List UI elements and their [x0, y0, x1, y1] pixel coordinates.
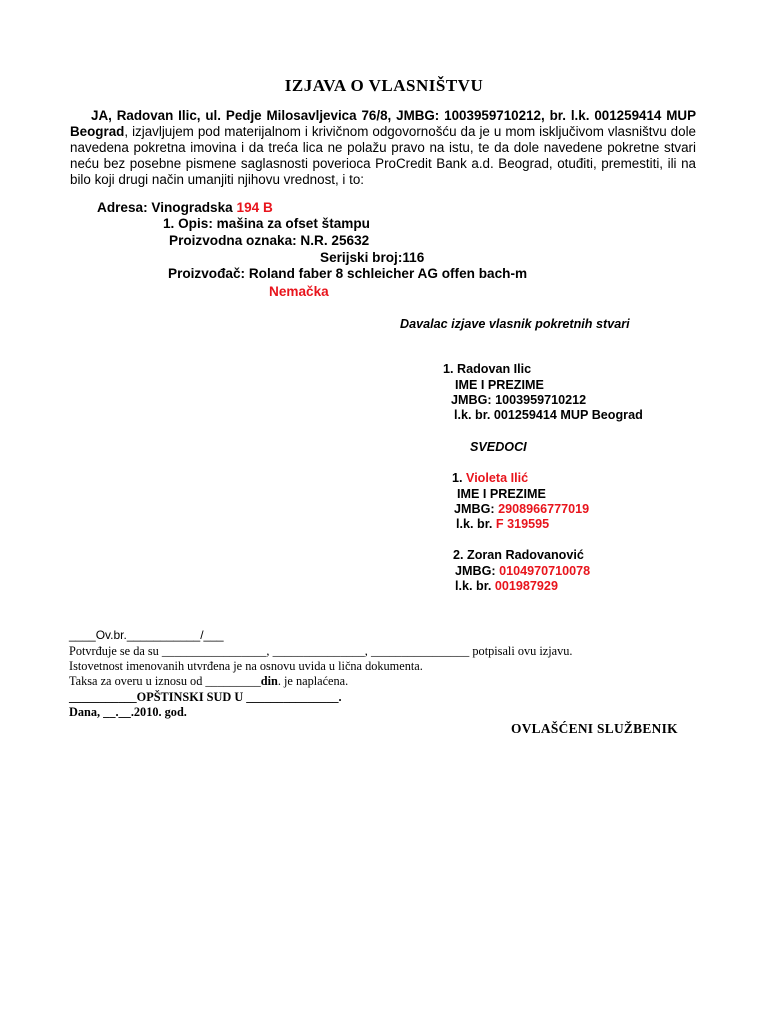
- witness-1-name-caption: IME I PREZIME: [457, 487, 546, 501]
- witness-2-jmbg-label: JMBG:: [455, 564, 500, 578]
- witness-2-id-label: l.k. br.: [455, 579, 495, 593]
- witness-1-id-card: [456, 517, 549, 531]
- certification-date: Dana, __.__.2010. god.: [69, 705, 187, 719]
- property-serial-number: Serijski broj:116: [320, 250, 425, 265]
- address-label: Adresa: Vinogradska: [97, 200, 237, 215]
- witness-2-jmbg-value: 0104970710078: [499, 564, 591, 578]
- certification-identity: Istovetnost imenovanih utvrđena je na osnovu uvida u lična dokumenta.: [69, 659, 423, 673]
- certification-court: ___________OPŠTINSKI SUD U _______________.: [69, 690, 342, 704]
- property-country: Nemačka: [269, 284, 329, 299]
- fee-amount: Taksa za overu u iznosu od _________: [69, 674, 261, 688]
- certification-fee: [69, 674, 348, 689]
- declarant-name-caption: IME I PREZIME: [455, 378, 544, 392]
- witness-1-name-value: Violeta Ilić: [466, 471, 529, 485]
- property-product-code: Proizvodna oznaka: N.R. 25632: [169, 233, 370, 248]
- witness-1-jmbg-label: JMBG:: [454, 502, 499, 516]
- witnesses-heading: SVEDOCI: [470, 440, 527, 454]
- intro-paragraph: [70, 108, 696, 188]
- authorized-official: OVLAŠĆENI SLUŽBENIK: [511, 721, 678, 736]
- witness-1-number: 1.: [452, 471, 467, 485]
- declarant-id-card: l.k. br. 001259414 MUP Beograd: [454, 408, 643, 422]
- witness-1-jmbg: [454, 502, 589, 516]
- witness-1-id-label: l.k. br.: [456, 517, 496, 531]
- declarant-name: 1. Radovan Ilic: [443, 362, 532, 376]
- certification-signatories: Potvrđuje se da su _________________, _______________, ________________ potpisali ovu izjavu.: [69, 644, 573, 658]
- intro-statement: , izjavljujem pod materijalnom i krivičnom odgovornošću da je u mom isključivom vlasništvu dole navedena pokretna imovina i da treća lica ne polažu pravo na istu, te da dole navedene pokretne stvari neću bez posebne pismene saglasnosti poverioca ProCredit Bank a.d. Beograd, otuđiti, premestiti, ili na bilo koji drugi način umanjiti njihovu vrednost, i to:: [70, 124, 696, 187]
- witness-1-name: [452, 471, 528, 485]
- property-address: [97, 200, 273, 215]
- witness-2-name: 2. Zoran Radovanović: [453, 548, 584, 562]
- property-manufacturer: Proizvođač: Roland faber 8 schleicher AG offen bach-m: [168, 266, 528, 281]
- intro-declarant-identity: JA, Radovan Ilic, ul. Pedje Milosavljevica 76/8, JMBG: 1003959710212, br. l.k. 001259414 MUP Beograd: [70, 108, 696, 139]
- declarant-jmbg: JMBG: 1003959710212: [451, 393, 587, 407]
- witness-2-jmbg: [455, 564, 590, 578]
- address-number: 194 B: [236, 200, 273, 215]
- fee-currency: din: [260, 674, 278, 688]
- witness-1-jmbg-value: 2908966777019: [498, 502, 590, 516]
- fee-status: . je naplaćena.: [277, 674, 349, 688]
- document-title: IZJAVA O VLASNIŠTVU: [284, 76, 484, 95]
- declarant-heading: Davalac izjave vlasnik pokretnih stvari: [400, 317, 630, 331]
- property-description: 1. Opis: mašina za ofset štampu: [163, 216, 370, 231]
- witness-2-id-card: [455, 579, 558, 593]
- witness-1-id-value: F 319595: [495, 517, 550, 531]
- witness-2-id-value: 001987929: [494, 579, 558, 593]
- certification-reference: ____Ov.br.___________/___: [69, 628, 224, 642]
